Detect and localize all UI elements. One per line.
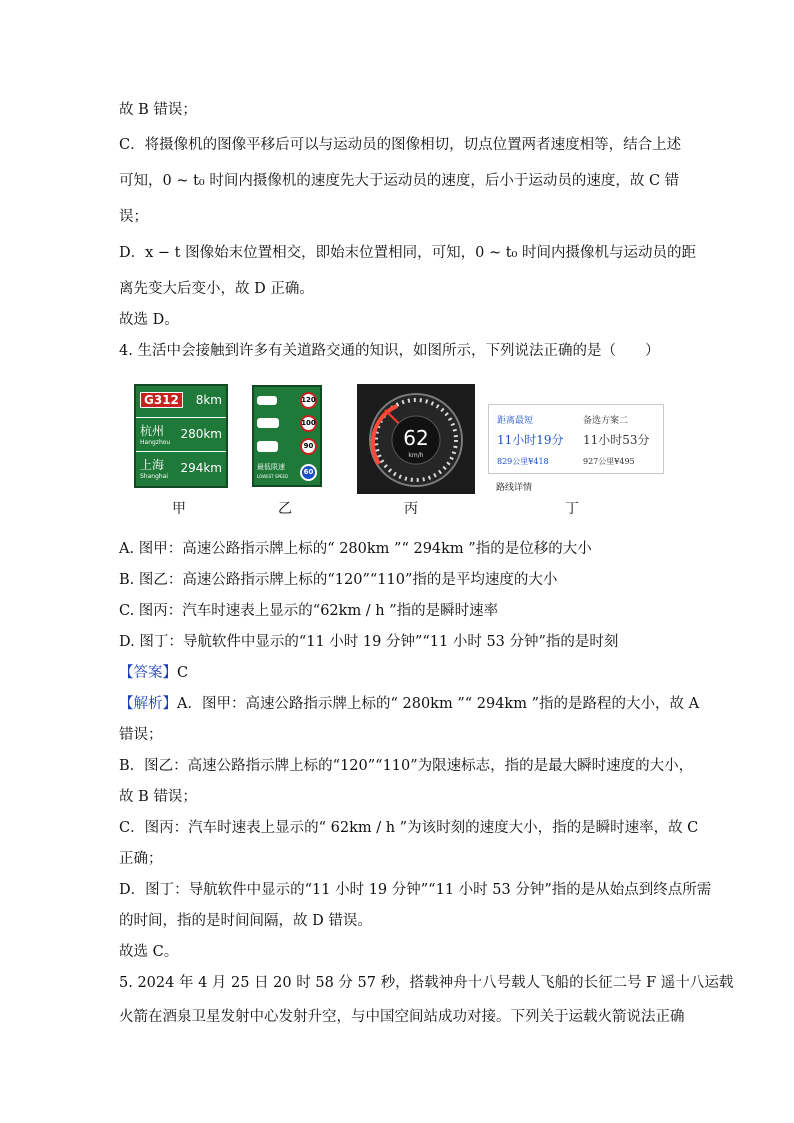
truck-icon bbox=[257, 441, 278, 452]
analysis-line-1 bbox=[119, 694, 699, 714]
analysis-line-9: 故选 C。 bbox=[119, 944, 179, 960]
analysis-line-3: B．图乙：高速公路指示牌上标的“120”“110”为限速标志，指的是最大瞬时速度的大小， bbox=[119, 758, 694, 774]
navigation-route-panel bbox=[488, 404, 664, 474]
option-a: A. 图甲：高速公路指示牌上标的“ 280km ”“ 294km ”指的是位移的大小 bbox=[119, 541, 592, 557]
question-4-stem: 4. 生活中会接触到许多有关道路交通的知识，如图所示，下列说法正确的是（ ） bbox=[119, 343, 660, 359]
figure-label-ding: 丁 bbox=[565, 501, 579, 517]
route-number: G312 bbox=[140, 392, 183, 408]
route-option-2-detail: 927公里¥495 bbox=[583, 457, 635, 466]
analysis-tag: 【解析】 bbox=[119, 696, 177, 712]
route-option-1-title: 距离最短 bbox=[497, 416, 534, 426]
question-5-line-1: 5. 2024 年 4 月 25 日 20 时 58 分 57 秒，搭载神舟十八号载人飞船的长征二号 F 遥十八运载 bbox=[119, 975, 734, 991]
analysis-line-4: 故 B 错误； bbox=[119, 789, 197, 805]
city2-name: 上海 bbox=[140, 458, 165, 472]
speed-limit-sign bbox=[252, 385, 322, 487]
route-option-1-time: 11小时19分 bbox=[497, 433, 564, 447]
bus-icon bbox=[257, 418, 279, 428]
text-line-5: D．x − t 图像始末位置相交，即始末位置相同，可知，0 ~ t₀ 时间内摄像机与运动员的距 bbox=[119, 245, 696, 261]
answer-line bbox=[119, 663, 188, 683]
text-line-3: 可知，0 ~ t₀ 时间内摄像机的速度先大于运动员的速度，后小于运动员的速度，故 C 错 bbox=[119, 173, 680, 189]
city1-name-en: Hangzhou bbox=[140, 439, 171, 446]
answer-value: C bbox=[177, 665, 189, 681]
text-line-7: 故选 D。 bbox=[119, 312, 179, 328]
route-details-link: 路线详情 bbox=[496, 483, 533, 493]
figure-label-bing: 丙 bbox=[404, 501, 418, 517]
city2-distance: 294km bbox=[180, 461, 222, 475]
limit-1: 120 bbox=[300, 392, 317, 409]
text-line-4: 误； bbox=[119, 209, 148, 225]
min-speed-label-en: LOWEST SPEED bbox=[257, 474, 289, 479]
option-c: C. 图丙：汽车时速表上显示的“62km / h ”指的是瞬时速率 bbox=[119, 603, 499, 619]
min-speed-value: 60 bbox=[300, 464, 317, 481]
option-d: D. 图丁：导航软件中显示的“11 小时 19 分钟”“11 小时 53 分钟”指的是时刻 bbox=[119, 634, 619, 650]
speed-unit: km/h bbox=[408, 452, 424, 459]
analysis-line-5: C．图丙：汽车时速表上显示的“ 62km / h ”为该时刻的速度大小，指的是瞬时速率，故 C bbox=[119, 820, 699, 836]
analysis-line-2: 错误； bbox=[119, 727, 163, 743]
analysis-line-7: D．图丁：导航软件中显示的“11 小时 19 分钟”“11 小时 53 分钟”指的是从始点到终点所需 bbox=[119, 882, 712, 898]
city1-distance: 280km bbox=[180, 427, 222, 441]
answer-tag: 【答案】 bbox=[119, 665, 177, 681]
route-option-2-title: 备选方案二 bbox=[583, 416, 629, 426]
route-distance: 8km bbox=[195, 393, 222, 407]
route-option-1-detail: 829公里¥418 bbox=[497, 457, 549, 466]
analysis-line-6: 正确； bbox=[119, 851, 163, 867]
highway-distance-sign bbox=[134, 384, 228, 488]
figure-label-yi: 乙 bbox=[278, 501, 292, 517]
question-5-line-2: 火箭在酒泉卫星发射中心发射升空，与中国空间站成功对接。下列关于运载火箭说法正确 bbox=[119, 1009, 685, 1025]
text-line-2: C．将摄像机的图像平移后可以与运动员的图像相切，切点位置两者速度相等，结合上述 bbox=[119, 137, 682, 153]
speed-value: 62 bbox=[403, 426, 429, 450]
analysis-line-8: 的时间，指的是时间间隔，故 D 错误。 bbox=[119, 913, 372, 929]
city1-name: 杭州 bbox=[140, 424, 165, 438]
car-icon bbox=[257, 396, 277, 405]
analysis-first: A．图甲：高速公路指示牌上标的“ 280km ”“ 294km ”指的是路程的大小，故 A bbox=[177, 696, 700, 712]
limit-2: 100 bbox=[300, 415, 317, 432]
speedometer bbox=[357, 384, 475, 494]
text-line-1: 故 B 错误； bbox=[119, 102, 197, 118]
min-speed-label: 最低限速 bbox=[257, 463, 285, 471]
city2-name-en: Shanghai bbox=[140, 473, 169, 480]
limit-3: 90 bbox=[300, 438, 317, 455]
figure-label-jia: 甲 bbox=[172, 501, 186, 517]
route-option-2-time: 11小时53分 bbox=[583, 433, 650, 447]
option-b: B. 图乙：高速公路指示牌上标的“120”“110”指的是平均速度的大小 bbox=[119, 572, 558, 588]
text-line-6: 离先变大后变小，故 D 正确。 bbox=[119, 281, 314, 297]
